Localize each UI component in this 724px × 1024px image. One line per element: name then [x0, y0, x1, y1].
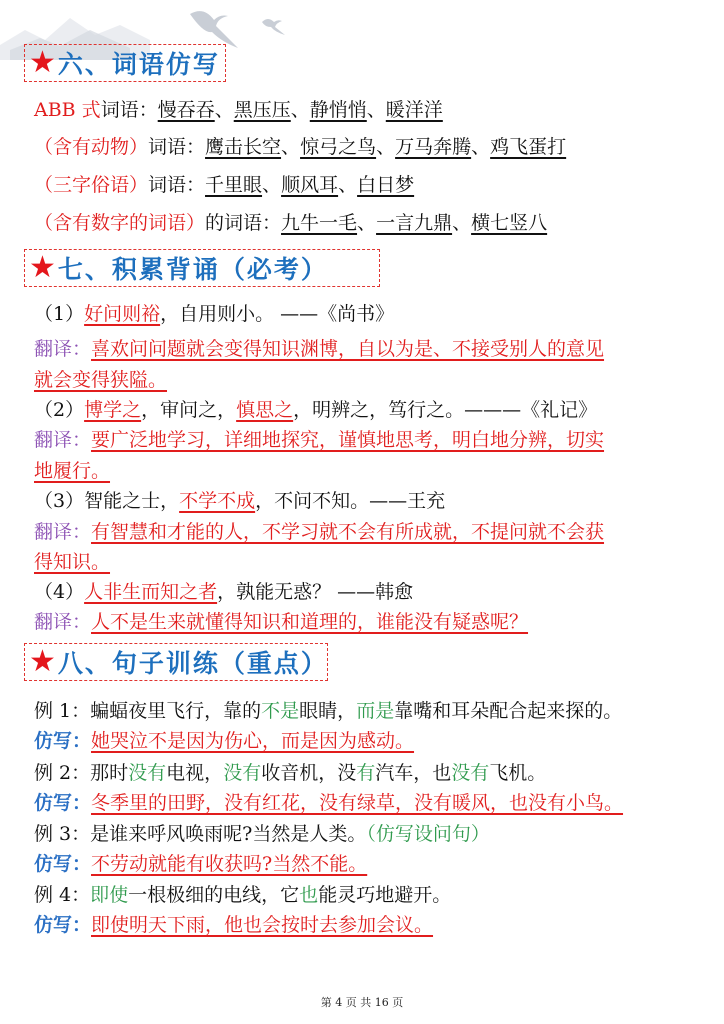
text-span: （仿写设问句）	[366, 823, 490, 845]
text-span: 没有	[128, 762, 167, 784]
text-span: 能灵巧地避开。	[318, 884, 452, 906]
text-span: 、	[452, 212, 472, 234]
word-line-animal	[34, 135, 566, 159]
text-span: 博学之	[84, 399, 142, 421]
text-span: 词语：	[100, 99, 158, 121]
star-icon: ★	[29, 45, 56, 80]
text-span: 、	[214, 99, 234, 121]
text-span: 蝙蝠夜里飞行，靠的	[90, 700, 262, 722]
text-span: 冬季里的田野，没有红花，没有绿草，没有暖风，也没有小鸟。	[91, 792, 624, 814]
text-span: ，孰能无惑？ ——韩愈	[217, 581, 414, 603]
star-icon: ★	[29, 644, 56, 679]
text-span: 有智慧和才能的人，不学习就不会有所成就，不提问就不会获	[91, 521, 605, 543]
text-span: （2）	[34, 399, 85, 421]
text-span: 仿写：	[34, 792, 92, 814]
section-six-header	[24, 44, 226, 82]
text-span: 喜欢问问题就会变得知识渊博，自以为是、不接受别人的意见	[91, 338, 605, 360]
translation-1-cont	[34, 368, 167, 392]
text-span: 那时	[90, 762, 129, 784]
text-span: ，自用则小。 ——《尚书》	[160, 303, 395, 325]
text-span: 万马奔腾	[395, 136, 472, 158]
text-span: 横七竖八	[471, 212, 548, 234]
text-span: 即使明天下雨，他也会按时去参加会议。	[91, 914, 434, 936]
text-span: 例 4：	[34, 884, 91, 906]
text-span: 翻译：	[34, 611, 92, 633]
text-span: （含有数字的词语）	[34, 212, 206, 234]
text-span: 而是	[356, 700, 395, 722]
text-span: 得知识。	[34, 551, 111, 573]
example-2	[34, 761, 546, 785]
text-span: 人不是生来就懂得知识和道理的，谁能没有疑惑呢？	[91, 611, 529, 633]
text-span: 翻译：	[34, 429, 92, 451]
quote-3	[34, 489, 445, 513]
text-span: 汽车，也	[375, 762, 452, 784]
text-span: ABB 式	[34, 99, 101, 121]
section-title: 六、词语仿写	[57, 50, 220, 79]
text-span: 要广泛地学习，详细地探究，谨慎地思考，明白地分辨，切实	[91, 429, 605, 451]
text-span: 没有	[451, 762, 490, 784]
imitation-2	[34, 791, 623, 815]
text-span: 是谁来呼风唤雨呢?当然是人类。	[90, 823, 367, 845]
text-span: 九牛一毛	[281, 212, 358, 234]
text-span: 鹰击长空	[205, 136, 282, 158]
section-eight-header	[24, 643, 328, 681]
text-span: 千里眼	[205, 174, 263, 196]
text-span: 、	[471, 136, 491, 158]
translation-3	[34, 520, 604, 544]
text-span: 例 2：	[34, 762, 91, 784]
example-1	[34, 699, 622, 723]
text-span: 、	[357, 212, 377, 234]
text-span: （三字俗语）	[34, 174, 149, 196]
star-icon: ★	[29, 250, 56, 285]
text-span: 暖洋洋	[385, 99, 443, 121]
example-3	[34, 822, 490, 846]
translation-2	[34, 428, 604, 452]
text-span: 静悄悄	[309, 99, 367, 121]
translation-2-cont	[34, 459, 110, 483]
section-title: 七、积累背诵（必考）	[57, 255, 328, 284]
text-span: 没有	[223, 762, 262, 784]
text-span: 慢吞吞	[157, 99, 215, 121]
text-span: 词语：	[148, 136, 206, 158]
quote-2	[34, 398, 597, 422]
text-span: 、	[262, 174, 282, 196]
text-span: 就会变得狭隘。	[34, 369, 168, 391]
text-span: 一言九鼎	[376, 212, 453, 234]
text-span: 仿写：	[34, 853, 92, 875]
translation-1	[34, 337, 604, 361]
imitation-3	[34, 852, 367, 876]
text-span: 、	[376, 136, 396, 158]
text-span: 翻译：	[34, 521, 92, 543]
text-span: 眼睛，	[299, 700, 357, 722]
text-span: 人非生而知之者	[84, 581, 218, 603]
text-span: 不劳动就能有收获吗?当然不能。	[91, 853, 368, 875]
text-span: 好问则裕	[84, 303, 161, 325]
text-span: 慎思之	[236, 399, 294, 421]
example-4	[34, 883, 451, 907]
word-line-number	[34, 211, 547, 235]
page-footer: 第 4 页 共 16 页	[320, 996, 404, 1009]
text-span: 顺风耳	[281, 174, 339, 196]
translation-4	[34, 610, 528, 634]
text-span: 不学不成	[179, 490, 256, 512]
text-span: 例 3：	[34, 823, 91, 845]
text-span: 靠嘴和耳朵配合起来探的。	[394, 700, 623, 722]
text-span: 地履行。	[34, 460, 111, 482]
text-span: 飞机。	[489, 762, 547, 784]
word-line-saying	[34, 173, 414, 197]
text-span: 仿写：	[34, 914, 92, 936]
text-span: 电视，	[166, 762, 224, 784]
text-span: 一根极细的电线，它	[128, 884, 300, 906]
text-span: 也	[299, 884, 319, 906]
text-span: 例 1：	[34, 700, 91, 722]
text-span: 有	[356, 762, 376, 784]
text-span: ，明辨之，笃行之。———《礼记》	[293, 399, 598, 421]
quote-1	[34, 302, 394, 326]
text-span: 她哭泣不是因为伤心，而是因为感动。	[91, 730, 415, 752]
text-span: （4）	[34, 581, 85, 603]
imitation-1	[34, 729, 414, 753]
text-span: 词语：	[148, 174, 206, 196]
text-span: （3）	[34, 490, 85, 512]
text-span: 智能之士，	[84, 490, 180, 512]
translation-3-cont	[34, 550, 110, 574]
imitation-4	[34, 913, 433, 937]
quote-4	[34, 580, 413, 604]
text-span: 黑压压	[233, 99, 291, 121]
text-span: （1）	[34, 303, 85, 325]
word-line-abb	[34, 98, 443, 122]
text-span: 鸡飞蛋打	[490, 136, 567, 158]
text-span: 、	[338, 174, 358, 196]
text-span: 仿写：	[34, 730, 92, 752]
text-span: 收音机，没	[261, 762, 357, 784]
section-seven-header	[24, 249, 380, 287]
text-span: 即使	[90, 884, 129, 906]
text-span: ，不问不知。——王充	[255, 490, 446, 512]
text-span: 、	[281, 136, 301, 158]
text-span: 不是	[261, 700, 300, 722]
section-title: 八、句子训练（重点）	[57, 649, 328, 678]
text-span: 白日梦	[357, 174, 415, 196]
text-span: 惊弓之鸟	[300, 136, 377, 158]
text-span: （含有动物）	[34, 136, 149, 158]
text-span: 翻译：	[34, 338, 92, 360]
text-span: 、	[366, 99, 386, 121]
text-span: 、	[290, 99, 310, 121]
text-span: 的词语：	[205, 212, 282, 234]
text-span: ，审问之，	[141, 399, 237, 421]
